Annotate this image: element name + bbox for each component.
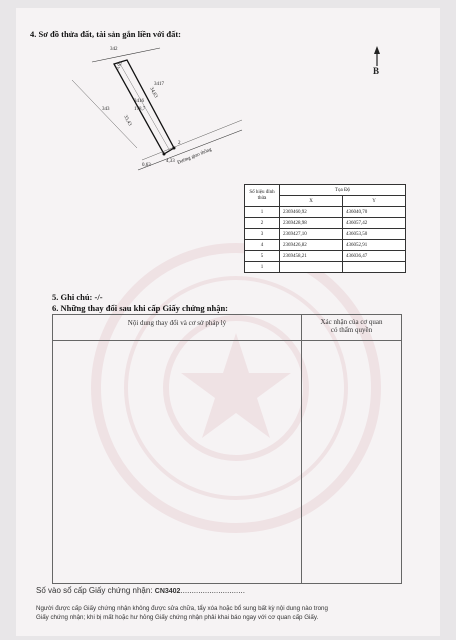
vertex-point	[173, 147, 176, 150]
edge-length-label: 35,43	[122, 114, 132, 127]
table-row	[245, 207, 406, 218]
registry-label: Số vào sổ cấp Giấy chứng nhận:	[36, 586, 155, 595]
footer-note-line2: Giấy chứng nhận; khi bị mất hoặc hư hỏng Giấy chứng nhận phải khai báo ngay với cơ quan cấp Giấy.	[36, 614, 319, 621]
parcel-label: 3417	[154, 82, 164, 87]
coord-header-x: X	[280, 196, 343, 207]
parcel-label: 343	[102, 107, 110, 112]
cell-x: 2369458,21	[280, 251, 343, 262]
cell-id: 1	[245, 207, 280, 218]
coord-header-y: Y	[343, 196, 406, 207]
changes-col-confirmation-line2: có thẩm quyền	[330, 326, 373, 334]
coordinate-table	[244, 184, 406, 273]
edge-length-label: 5,03	[115, 60, 125, 71]
registry-dots: .............................	[180, 586, 245, 595]
cell-y: 436057,42	[343, 218, 406, 229]
coord-header-point: Số hiệu đỉnh thửa	[245, 185, 280, 207]
edge-length-label: 34,63	[148, 86, 158, 99]
cell-y: 436036,47	[343, 251, 406, 262]
cell-x: 2369427,10	[280, 229, 343, 240]
table-row	[245, 240, 406, 251]
table-row	[245, 229, 406, 240]
registry-line	[36, 586, 416, 595]
cell-x	[280, 262, 343, 273]
cell-x: 2369426,82	[280, 240, 343, 251]
cell-y: 436040,70	[343, 207, 406, 218]
section-4-title: 4. Sơ đồ thửa đất, tài sản gắn liền với đất:	[30, 29, 182, 39]
changes-confirmation-cell	[302, 341, 402, 584]
table-row	[245, 251, 406, 262]
vertex-point	[163, 153, 166, 156]
section-6-title: 6. Những thay đổi sau khi cấp Giấy chứng nhận:	[52, 303, 229, 313]
parcel-label: 3416	[134, 99, 144, 104]
cell-id: 5	[245, 251, 280, 262]
parcel-area-label: 178,7	[134, 107, 146, 112]
cell-y: 436053,50	[343, 229, 406, 240]
table-row	[245, 262, 406, 273]
coord-header-title: Tọa Độ	[280, 185, 406, 196]
cell-y: 436052,91	[343, 240, 406, 251]
footer-note-line1: Người được cấp Giấy chứng nhận không được sửa chữa, tẩy xóa hoặc bổ sung bất kỳ nội dung nào trong	[36, 605, 328, 612]
changes-col-confirmation-line1: Xác nhận của cơ quan	[320, 318, 383, 326]
parcel-label: 342	[110, 47, 118, 52]
changes-content-cell	[53, 341, 302, 584]
road-label: Đường giao thông	[176, 147, 213, 166]
changes-col-content: Nội dung thay đổi và cơ sở pháp lý	[53, 315, 302, 341]
section-5-title: 5. Ghi chú: -/-	[52, 292, 103, 302]
registry-number: CN3402	[154, 588, 181, 595]
certificate-page	[16, 8, 440, 636]
cell-id: 3	[245, 229, 280, 240]
north-label: B	[373, 66, 380, 76]
parcel-label: 2	[178, 141, 181, 146]
table-row	[245, 218, 406, 229]
cell-x: 2369460,92	[280, 207, 343, 218]
cell-id: 4	[245, 240, 280, 251]
edge-length-label: 0,63	[142, 163, 151, 168]
land-parcel-diagram	[42, 40, 392, 180]
changes-col-confirmation	[302, 315, 402, 341]
cell-y	[343, 262, 406, 273]
changes-table	[52, 314, 402, 584]
footer-note	[36, 604, 416, 622]
edge-length-label: 4,33	[166, 159, 175, 164]
cell-x: 2369428,98	[280, 218, 343, 229]
cell-id: 2	[245, 218, 280, 229]
cell-id: 1	[245, 262, 280, 273]
